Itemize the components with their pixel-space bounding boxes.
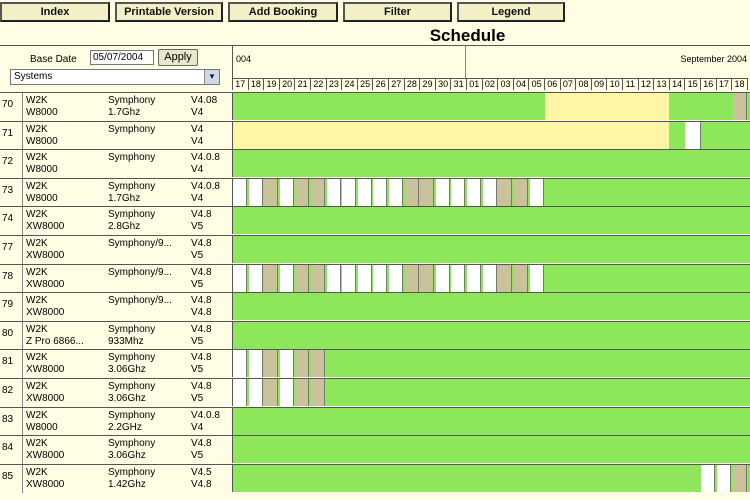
free-slot[interactable] (373, 179, 387, 206)
day-cell[interactable]: 27 (389, 78, 405, 90)
system-versions (191, 410, 220, 434)
system-versions (191, 438, 212, 462)
free-slot[interactable] (280, 265, 294, 292)
free-slot[interactable] (280, 179, 294, 206)
add-booking-button[interactable]: Add Booking (228, 2, 338, 22)
free-slot[interactable] (436, 179, 450, 206)
system-id[interactable]: 73 (2, 184, 14, 196)
system-os: W2K (26, 95, 48, 106)
day-cell[interactable]: 25 (358, 78, 374, 90)
day-cell[interactable]: 10 (607, 78, 623, 90)
version-current: V4.08 (191, 95, 218, 106)
system-os-model (26, 410, 58, 434)
column-divider (22, 207, 23, 235)
column-divider (22, 408, 23, 436)
table-row[interactable] (0, 435, 750, 464)
booking-bar[interactable] (232, 179, 750, 206)
system-model: XW8000 (26, 478, 65, 490)
free-slot[interactable] (249, 350, 263, 377)
software-name: Symphony (108, 180, 156, 192)
software-name: Symphony (108, 409, 156, 421)
day-cell[interactable]: 07 (561, 78, 577, 90)
version-target: V5 (191, 335, 204, 347)
system-os-model (26, 352, 64, 376)
free-slot[interactable] (483, 265, 497, 292)
version-current: V4.0.8 (191, 409, 220, 421)
day-cell[interactable]: 17 (717, 78, 733, 90)
version-target: V5 (191, 278, 204, 290)
system-software (108, 295, 172, 307)
weekend-cell[interactable] (733, 465, 747, 492)
free-slot[interactable] (467, 265, 481, 292)
day-cell[interactable]: 24 (342, 78, 358, 90)
booking-bar[interactable] (232, 408, 750, 435)
free-slot[interactable] (530, 179, 544, 206)
system-model: XW8000 (26, 278, 65, 290)
weekend-cell[interactable] (295, 379, 309, 406)
weekend-cell[interactable] (311, 265, 325, 292)
page-title: Schedule (429, 26, 506, 45)
system-os: W2K (26, 323, 48, 335)
system-os: W2K (26, 238, 48, 249)
free-slot[interactable] (701, 465, 715, 492)
version-current: V4.8 (191, 295, 212, 307)
system-software (108, 352, 155, 376)
column-divider (22, 179, 23, 207)
day-cell[interactable]: 01 (467, 78, 483, 90)
free-slot[interactable] (530, 265, 544, 292)
day-strip (233, 78, 750, 90)
system-software (108, 209, 155, 233)
software-name: Symphony (108, 352, 156, 364)
day-cell[interactable]: 08 (576, 78, 592, 90)
system-model: XW8000 (26, 250, 65, 261)
column-divider (22, 350, 23, 378)
system-os: W2K (26, 409, 48, 421)
free-slot[interactable] (389, 265, 403, 292)
day-cell[interactable]: 04 (514, 78, 530, 90)
free-slot[interactable] (233, 350, 247, 377)
day-cell[interactable]: 15 (685, 78, 701, 90)
system-os: W2K (26, 295, 48, 307)
free-slot[interactable] (249, 379, 263, 406)
system-model: XW8000 (26, 393, 65, 404)
system-os-model (26, 267, 64, 291)
month-divider (465, 46, 466, 78)
weekend-cell[interactable] (498, 179, 512, 206)
free-slot[interactable] (467, 179, 481, 206)
system-software (108, 410, 155, 434)
day-cell[interactable]: 17 (233, 78, 249, 90)
version-target: V4 (191, 421, 204, 433)
version-target: V4 (191, 192, 204, 204)
software-name: Symphony (108, 438, 156, 450)
booking-bar[interactable] (232, 265, 750, 292)
system-id[interactable]: 83 (2, 413, 14, 425)
system-id[interactable]: 74 (2, 213, 14, 225)
day-cell[interactable]: 26 (373, 78, 389, 90)
system-os-model (26, 467, 64, 491)
free-slot[interactable] (717, 465, 731, 492)
software-name: Symphony (108, 123, 156, 135)
table-row[interactable] (0, 407, 750, 436)
free-slot[interactable] (685, 122, 701, 149)
free-slot[interactable] (233, 179, 247, 206)
software-name: Symphony/9... (108, 238, 172, 249)
system-id[interactable]: 72 (2, 156, 14, 168)
day-cell[interactable]: 31 (451, 78, 467, 90)
system-model: XW8000 (26, 364, 65, 376)
weekend-cell[interactable] (295, 179, 309, 206)
system-versions (191, 295, 212, 319)
free-slot[interactable] (233, 379, 247, 406)
day-cell[interactable]: 18 (249, 78, 265, 90)
booking-bar[interactable] (232, 150, 750, 177)
day-cell[interactable]: 22 (311, 78, 327, 90)
system-model: XW8000 (26, 221, 65, 233)
free-slot[interactable] (389, 179, 403, 206)
version-target: V5 (191, 250, 204, 261)
table-row[interactable] (0, 149, 750, 178)
chevron-down-icon[interactable]: ▼ (204, 70, 219, 84)
system-versions (191, 95, 217, 119)
cpu-speed: 1.7Ghz (108, 107, 141, 118)
day-cell[interactable]: 18 (732, 78, 748, 90)
software-name: Symphony (108, 95, 156, 106)
day-cell[interactable]: 20 (280, 78, 296, 90)
free-slot[interactable] (280, 379, 294, 406)
cpu-speed: 2.2GHz (108, 421, 142, 433)
system-model: XW8000 (26, 450, 65, 462)
system-os-model (26, 238, 64, 262)
version-current: V4.8 (191, 438, 212, 450)
day-cell[interactable]: 11 (623, 78, 639, 90)
table-row[interactable] (0, 292, 750, 321)
system-os-model (26, 438, 64, 462)
system-os-model (26, 295, 64, 319)
software-name: Symphony (108, 323, 156, 335)
booking-bar[interactable] (232, 236, 750, 263)
booking-bar[interactable] (232, 293, 750, 320)
day-cell[interactable]: 29 (420, 78, 436, 90)
system-os: W2K (26, 180, 48, 192)
column-divider (22, 465, 23, 493)
system-software (108, 124, 155, 136)
day-cell[interactable]: 05 (529, 78, 545, 90)
free-slot[interactable] (342, 265, 356, 292)
system-model: XW8000 (26, 307, 65, 319)
table-row[interactable] (0, 321, 750, 350)
free-slot[interactable] (327, 265, 341, 292)
toolbar (0, 0, 750, 24)
base-date-input[interactable] (90, 50, 154, 65)
system-model: W8000 (26, 421, 58, 433)
weekend-cell[interactable] (514, 265, 528, 292)
version-target: V5 (191, 364, 204, 376)
system-software (108, 95, 155, 119)
table-row[interactable] (0, 378, 750, 407)
booking-bar[interactable] (232, 465, 750, 492)
system-software (108, 381, 155, 405)
system-model: W8000 (26, 192, 58, 204)
booking-bar[interactable] (232, 350, 750, 377)
system-os: W2K (26, 209, 48, 221)
free-slot[interactable] (373, 265, 387, 292)
system-versions (191, 181, 220, 205)
weekend-cell[interactable] (264, 265, 278, 292)
system-os: W2K (26, 352, 48, 364)
version-current: V4.8 (191, 381, 212, 392)
software-name: Symphony (108, 381, 156, 392)
column-divider (22, 293, 23, 321)
system-versions (191, 381, 212, 405)
system-os: W2K (26, 123, 48, 135)
systems-select[interactable] (10, 69, 220, 85)
table-row[interactable] (0, 235, 750, 264)
weekend-cell[interactable] (498, 265, 512, 292)
printable-version-button[interactable]: Printable Version (115, 2, 223, 22)
weekend-cell[interactable] (514, 179, 528, 206)
weekend-cell[interactable] (405, 179, 419, 206)
index-button[interactable]: Index (0, 2, 110, 22)
version-target: V5 (191, 221, 204, 233)
column-divider (22, 265, 23, 293)
day-cell[interactable]: 21 (295, 78, 311, 90)
column-divider (22, 436, 23, 464)
weekend-cell[interactable] (295, 350, 309, 377)
month-label-august: 004 (236, 54, 252, 64)
version-current: V4.8 (191, 238, 212, 249)
system-id[interactable]: 70 (2, 99, 14, 110)
column-divider (22, 93, 23, 121)
system-software (108, 324, 155, 348)
booking-bar[interactable] (232, 207, 750, 234)
free-slot[interactable] (483, 179, 497, 206)
system-os-model (26, 181, 58, 205)
software-name: Symphony (108, 152, 156, 164)
booking-bar[interactable] (232, 122, 750, 149)
cpu-speed: 3.06Ghz (108, 393, 146, 404)
system-os-model (26, 152, 58, 176)
system-id[interactable]: 77 (2, 242, 14, 253)
day-cell[interactable]: 06 (545, 78, 561, 90)
system-os: W2K (26, 152, 48, 164)
system-software (108, 152, 155, 164)
system-os: W2K (26, 381, 48, 392)
column-divider (22, 122, 23, 150)
column-divider (22, 150, 23, 178)
version-current: V4.8 (191, 209, 212, 221)
weekend-cell[interactable] (420, 179, 434, 206)
system-id[interactable]: 80 (2, 327, 14, 339)
version-target: V4 (191, 164, 204, 176)
weekend-cell[interactable] (311, 179, 325, 206)
system-versions (191, 152, 220, 176)
base-date-label: Base Date (30, 54, 77, 65)
weekend-cell[interactable] (420, 265, 434, 292)
day-cell[interactable]: 16 (701, 78, 717, 90)
cpu-speed: 3.06Ghz (108, 364, 146, 376)
free-slot[interactable] (280, 350, 294, 377)
version-current: V4.0.8 (191, 180, 220, 192)
weekend-cell[interactable] (295, 265, 309, 292)
column-divider (22, 322, 23, 350)
day-cell[interactable]: 30 (436, 78, 452, 90)
system-id[interactable]: 84 (2, 442, 14, 454)
version-current: V4.8 (191, 352, 212, 364)
system-id[interactable]: 78 (2, 270, 14, 282)
free-slot[interactable] (342, 179, 356, 206)
day-cell[interactable]: 28 (405, 78, 421, 90)
version-target: V4.8 (191, 307, 212, 319)
system-software (108, 238, 172, 250)
version-current: V4.8 (191, 266, 212, 278)
system-software (108, 438, 155, 462)
version-current: V4 (191, 123, 204, 135)
free-slot[interactable] (327, 179, 341, 206)
free-slot[interactable] (249, 265, 263, 292)
table-row[interactable] (0, 206, 750, 235)
system-os: W2K (26, 438, 48, 450)
system-software (108, 467, 155, 491)
system-os-model (26, 324, 84, 348)
system-versions (191, 352, 212, 376)
system-os-model (26, 381, 64, 405)
version-target: V4.8 (191, 478, 212, 490)
free-slot[interactable] (451, 265, 465, 292)
free-slot[interactable] (249, 179, 263, 206)
free-slot[interactable] (358, 179, 372, 206)
weekend-cell[interactable] (311, 350, 325, 377)
version-current: V4.0.8 (191, 152, 220, 164)
system-software (108, 267, 172, 279)
system-id[interactable]: 71 (2, 127, 14, 139)
software-name: Symphony/9... (108, 266, 172, 278)
schedule-grid (0, 92, 750, 500)
version-current: V4.5 (191, 466, 212, 478)
system-versions (191, 324, 212, 348)
system-model: W8000 (26, 107, 58, 118)
weekend-cell[interactable] (264, 179, 278, 206)
weekend-cell[interactable] (733, 93, 747, 120)
cpu-speed: 933Mhz (108, 335, 144, 347)
day-cell[interactable]: 12 (639, 78, 655, 90)
table-row[interactable] (0, 264, 750, 293)
weekend-cell[interactable] (311, 379, 325, 406)
weekend-cell[interactable] (264, 350, 278, 377)
system-model: W8000 (26, 164, 58, 176)
booking-bar[interactable] (232, 93, 750, 120)
booking-bar[interactable] (232, 436, 750, 463)
system-versions (191, 209, 212, 233)
filter-button[interactable]: Filter (343, 2, 452, 22)
cpu-speed: 1.7Ghz (108, 192, 141, 204)
version-current: V4.8 (191, 323, 212, 335)
systems-select-value: Systems (14, 71, 53, 82)
system-os: W2K (26, 466, 48, 478)
version-target: V4 (191, 135, 204, 147)
system-os-model (26, 124, 58, 148)
software-name: Symphony/9... (108, 295, 172, 307)
system-versions (191, 467, 212, 491)
day-cell[interactable]: 03 (498, 78, 514, 90)
system-id[interactable]: 79 (2, 299, 14, 311)
free-slot[interactable] (358, 265, 372, 292)
column-divider (22, 236, 23, 264)
day-cell[interactable]: 13 (654, 78, 670, 90)
system-id[interactable]: 81 (2, 356, 14, 368)
system-software (108, 181, 155, 205)
table-row[interactable] (0, 349, 750, 378)
system-id[interactable]: 85 (2, 470, 14, 482)
day-cell[interactable]: 14 (670, 78, 686, 90)
cpu-speed: 1.42Ghz (108, 478, 146, 490)
month-label-september: September 2004 (680, 54, 747, 64)
weekend-cell[interactable] (405, 265, 419, 292)
filter-controls (0, 46, 232, 94)
table-row[interactable] (0, 121, 750, 150)
column-divider (22, 379, 23, 407)
pending-booking[interactable] (545, 93, 669, 120)
version-target: V4 (191, 107, 204, 118)
table-row[interactable] (0, 464, 750, 493)
cpu-speed: 2.8Ghz (108, 221, 141, 233)
booking-bar[interactable] (232, 322, 750, 349)
table-row[interactable] (0, 92, 750, 121)
system-os: W2K (26, 266, 48, 278)
software-name: Symphony (108, 466, 156, 478)
free-slot[interactable] (233, 265, 247, 292)
timeline-header (232, 46, 750, 90)
free-slot[interactable] (436, 265, 450, 292)
booking-bar[interactable] (232, 379, 750, 406)
version-target: V5 (191, 393, 204, 404)
day-cell[interactable]: 02 (483, 78, 499, 90)
free-slot[interactable] (451, 179, 465, 206)
legend-button[interactable]: Legend (457, 2, 565, 22)
system-versions (191, 267, 212, 291)
system-id[interactable]: 82 (2, 385, 14, 396)
apply-button[interactable]: Apply (158, 49, 198, 66)
system-versions (191, 238, 212, 262)
weekend-cell[interactable] (264, 379, 278, 406)
system-os-model (26, 209, 64, 233)
software-name: Symphony (108, 209, 156, 221)
system-versions (191, 124, 203, 148)
version-target: V5 (191, 450, 204, 462)
system-os-model (26, 95, 58, 119)
day-cell[interactable]: 23 (327, 78, 343, 90)
pending-booking[interactable] (233, 122, 669, 149)
day-cell[interactable]: 19 (264, 78, 280, 90)
system-model: W8000 (26, 135, 58, 147)
system-model: Z Pro 6866... (26, 335, 84, 347)
table-row[interactable] (0, 178, 750, 207)
day-cell[interactable]: 09 (592, 78, 608, 90)
cpu-speed: 3.06Ghz (108, 450, 146, 462)
